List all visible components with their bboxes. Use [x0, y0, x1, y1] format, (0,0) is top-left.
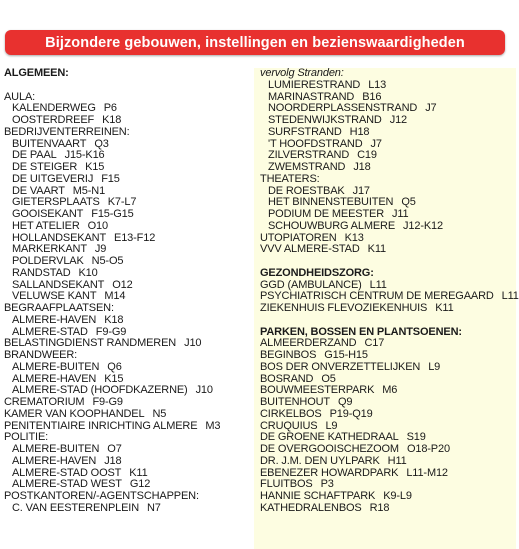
entry-name: BEDRIJVENTERREINEN:: [4, 125, 130, 138]
entry-name: DR. J.M. DEN UYLPARK: [260, 454, 380, 467]
entry-name: ALMEERDERZAND: [260, 337, 357, 350]
grid-code: J9: [94, 243, 107, 256]
entry-name: DE STEIGER: [12, 161, 78, 173]
index-entry: [260, 244, 516, 256]
grid-code: H11: [387, 454, 407, 467]
entry-name: CIRKELBOS: [260, 407, 322, 420]
grid-code: J12-K12: [403, 219, 443, 232]
grid-code: J15-K16: [64, 149, 105, 162]
entry-name: BOSRAND: [260, 372, 314, 385]
entry-name: PARKEN, BOSSEN EN PLANTSOENEN:: [260, 325, 462, 338]
entry-name: vervolg Stranden:: [260, 67, 344, 79]
grid-code: F15-G15: [91, 208, 134, 220]
entry-name: ZIEKENHUIS FLEVOZIEKENHUIS: [260, 302, 428, 314]
entry-name: CREMATORIUM: [4, 396, 85, 408]
entry-name: VELUWSE KANT: [12, 290, 97, 303]
grid-code: J18: [353, 161, 371, 173]
grid-code: K7-L7: [107, 196, 137, 209]
right-column: [254, 67, 519, 549]
grid-code: L9: [428, 360, 441, 373]
grid-code: K10: [78, 266, 98, 279]
entry-name: BOS DER ONVERZETTELIJKEN: [260, 360, 421, 373]
index-entry: [4, 503, 248, 515]
entry-name: HOLLANDSEKANT: [12, 231, 107, 244]
entry-name: POLITIE:: [4, 431, 49, 444]
grid-code: G15-H15: [324, 349, 368, 361]
grid-code: J10: [184, 337, 202, 350]
grid-code: M3: [205, 419, 221, 432]
entry-name: GEZONDHEIDSZORG:: [260, 266, 374, 279]
entry-name: HET BINNENSTEBUITEN: [268, 196, 394, 209]
grid-code: Q9: [338, 396, 353, 408]
entry-name: DE ROESTBAK: [268, 184, 345, 197]
entry-name: PENITENTIAIRE INRICHTING ALMERE: [4, 419, 198, 432]
entry-name: HANNIE SCHAFTPARK: [260, 490, 376, 502]
entry-name: ZWEMSTRAND: [268, 161, 346, 173]
entry-name: FLUITBOS: [260, 478, 313, 491]
grid-code: K11: [129, 466, 148, 479]
grid-code: L9: [325, 419, 338, 432]
grid-code: O7: [107, 443, 122, 455]
entry-name: GIETERSPLAATS: [12, 196, 100, 209]
grid-code: P6: [103, 102, 117, 115]
grid-code: E13-F12: [114, 231, 156, 244]
grid-code: K18: [102, 114, 122, 126]
left-column: [4, 68, 248, 515]
grid-code: J11: [392, 208, 409, 220]
grid-code: P19-Q19: [329, 407, 373, 420]
entry-name: CRUQUIUS: [260, 419, 318, 432]
grid-code: K11: [435, 302, 454, 314]
entry-name: ZILVERSTRAND: [268, 149, 350, 162]
grid-code: J12: [389, 114, 408, 126]
grid-code: J17: [352, 184, 370, 197]
grid-code: K11: [367, 243, 386, 256]
entry-name: SALLANDSEKANT: [12, 278, 105, 291]
grid-code: K9-L9: [383, 490, 412, 502]
grid-code: Q6: [107, 360, 122, 373]
entry-name: NOORDERPLASSENSTRAND: [268, 102, 418, 115]
entry-name: KATHEDRALENBOS: [260, 501, 362, 514]
entry-name: BOUWMEESTERPARK: [260, 384, 375, 397]
grid-code: Q5: [401, 196, 416, 209]
entry-name: VVV ALMERE-STAD: [260, 243, 360, 256]
grid-code: O12: [112, 278, 133, 291]
entry-name: ALMERE-STAD WEST: [12, 478, 122, 491]
entry-name: GOOISEKANT: [12, 208, 84, 220]
grid-code: J7: [370, 137, 382, 150]
entry-name: SURFSTRAND: [268, 125, 342, 138]
grid-code: S19: [406, 431, 426, 444]
entry-name: POSTKANTOREN/-AGENTSCHAPPEN:: [4, 490, 199, 502]
grid-code: O5: [321, 372, 336, 385]
grid-code: R18: [369, 501, 390, 514]
grid-code: C19: [357, 149, 377, 162]
entry-name: C. VAN EESTERENPLEIN: [12, 501, 139, 514]
entry-name: DE GROENE KATHEDRAAL: [260, 431, 399, 444]
grid-code: M14: [104, 290, 126, 303]
entry-name: BRANDWEER:: [4, 349, 78, 361]
entry-name: PODIUM DE MEESTER: [268, 208, 385, 220]
grid-code: F9-G9: [92, 396, 123, 408]
entry-name: OOSTERDREEF: [12, 114, 95, 126]
entry-name: GGD (AMBULANCE): [260, 278, 362, 291]
grid-code: J7: [425, 102, 437, 115]
grid-code: Q3: [94, 137, 109, 150]
entry-name: DE PAAL: [12, 149, 57, 162]
grid-code: M6: [382, 384, 398, 397]
entry-name: DE VAART: [12, 184, 65, 197]
grid-code: B16: [362, 90, 382, 103]
entry-name: MARKERKANT: [12, 243, 87, 256]
grid-code: P3: [320, 478, 334, 491]
entry-name: UTOPIATOREN: [260, 231, 337, 244]
entry-name: DE UITGEVERIJ: [12, 172, 94, 185]
entry-name: ALMERE-STAD (HOOFDKAZERNE): [12, 384, 188, 397]
grid-code: G12: [129, 478, 151, 491]
entry-name: DE OVERGOOISCHEZOOM: [260, 443, 399, 455]
entry-name: POLDERVLAK: [12, 255, 84, 267]
section-banner: [5, 30, 505, 55]
entry-name: PSYCHIATRISCH CENTRUM DE MEREGAARD: [260, 290, 494, 303]
entry-name: AULA:: [4, 90, 36, 103]
entry-name: BUITENHOUT: [260, 396, 331, 408]
grid-code: J10: [195, 384, 213, 397]
grid-code: L11-M12: [406, 466, 448, 479]
index-entry: [260, 503, 516, 515]
grid-code: K15: [85, 161, 105, 173]
entry-name: KALENDERWEG: [12, 102, 96, 115]
entry-name: SCHOUWBURG ALMERE: [268, 219, 396, 232]
entry-name: THEATERS:: [260, 172, 320, 185]
section-heading: [4, 68, 248, 80]
entry-name: ALMERE-BUITEN: [12, 360, 100, 373]
grid-code: L11: [369, 278, 387, 291]
index-entry: [260, 303, 516, 315]
grid-code: J18: [104, 454, 122, 467]
banner-title: Bijzondere gebouwen, instellingen en bezienswaardigheden: [45, 34, 465, 51]
grid-code: L13: [368, 78, 387, 91]
entry-name: ALMERE-BUITEN: [12, 443, 100, 455]
entry-name: ALMERE-STAD: [12, 325, 88, 338]
grid-code: N5-O5: [91, 255, 124, 267]
entry-name: BEGINBOS: [260, 349, 317, 361]
spacer: [4, 80, 248, 92]
grid-code: O18-P20: [406, 443, 450, 455]
entry-name: EBENEZER HOWARDPARK: [260, 466, 399, 479]
grid-code: F9-G9: [95, 325, 127, 338]
entry-name: BEGRAAFPLAATSEN:: [4, 302, 114, 314]
grid-code: K15: [104, 372, 124, 385]
grid-code: L11: [501, 290, 519, 303]
grid-code: M5-N1: [72, 184, 106, 197]
grid-code: O10: [87, 219, 108, 232]
entry-name: RANDSTAD: [12, 266, 71, 279]
grid-code: C17: [364, 337, 385, 350]
entry-name: STEDENWIJKSTRAND: [268, 114, 382, 126]
entry-name: BELASTINGDIENST RANDMEREN: [4, 337, 177, 350]
entry-name: BUITENVAART: [12, 137, 87, 150]
entry-name: ALGEMEEN:: [4, 67, 69, 79]
entry-name: KAMER VAN KOOPHANDEL: [4, 407, 145, 420]
entry-name: MARINASTRAND: [268, 90, 355, 103]
entry-name: ALMERE-HAVEN: [12, 454, 97, 467]
entry-name: LUMIERESTRAND: [268, 78, 361, 91]
grid-code: N5: [152, 407, 167, 420]
entry-name: ALMERE-HAVEN: [12, 372, 97, 385]
entry-name: ALMERE-HAVEN: [12, 313, 97, 326]
grid-code: N7: [147, 501, 161, 514]
grid-code: F15: [101, 172, 120, 185]
grid-code: H18: [349, 125, 370, 138]
entry-name: HET ATELIER: [12, 219, 80, 232]
grid-code: K13: [344, 231, 364, 244]
grid-code: K18: [104, 313, 124, 326]
entry-name: 'T HOOFDSTRAND: [268, 137, 363, 150]
entry-name: ALMERE-STAD OOST: [12, 466, 122, 479]
